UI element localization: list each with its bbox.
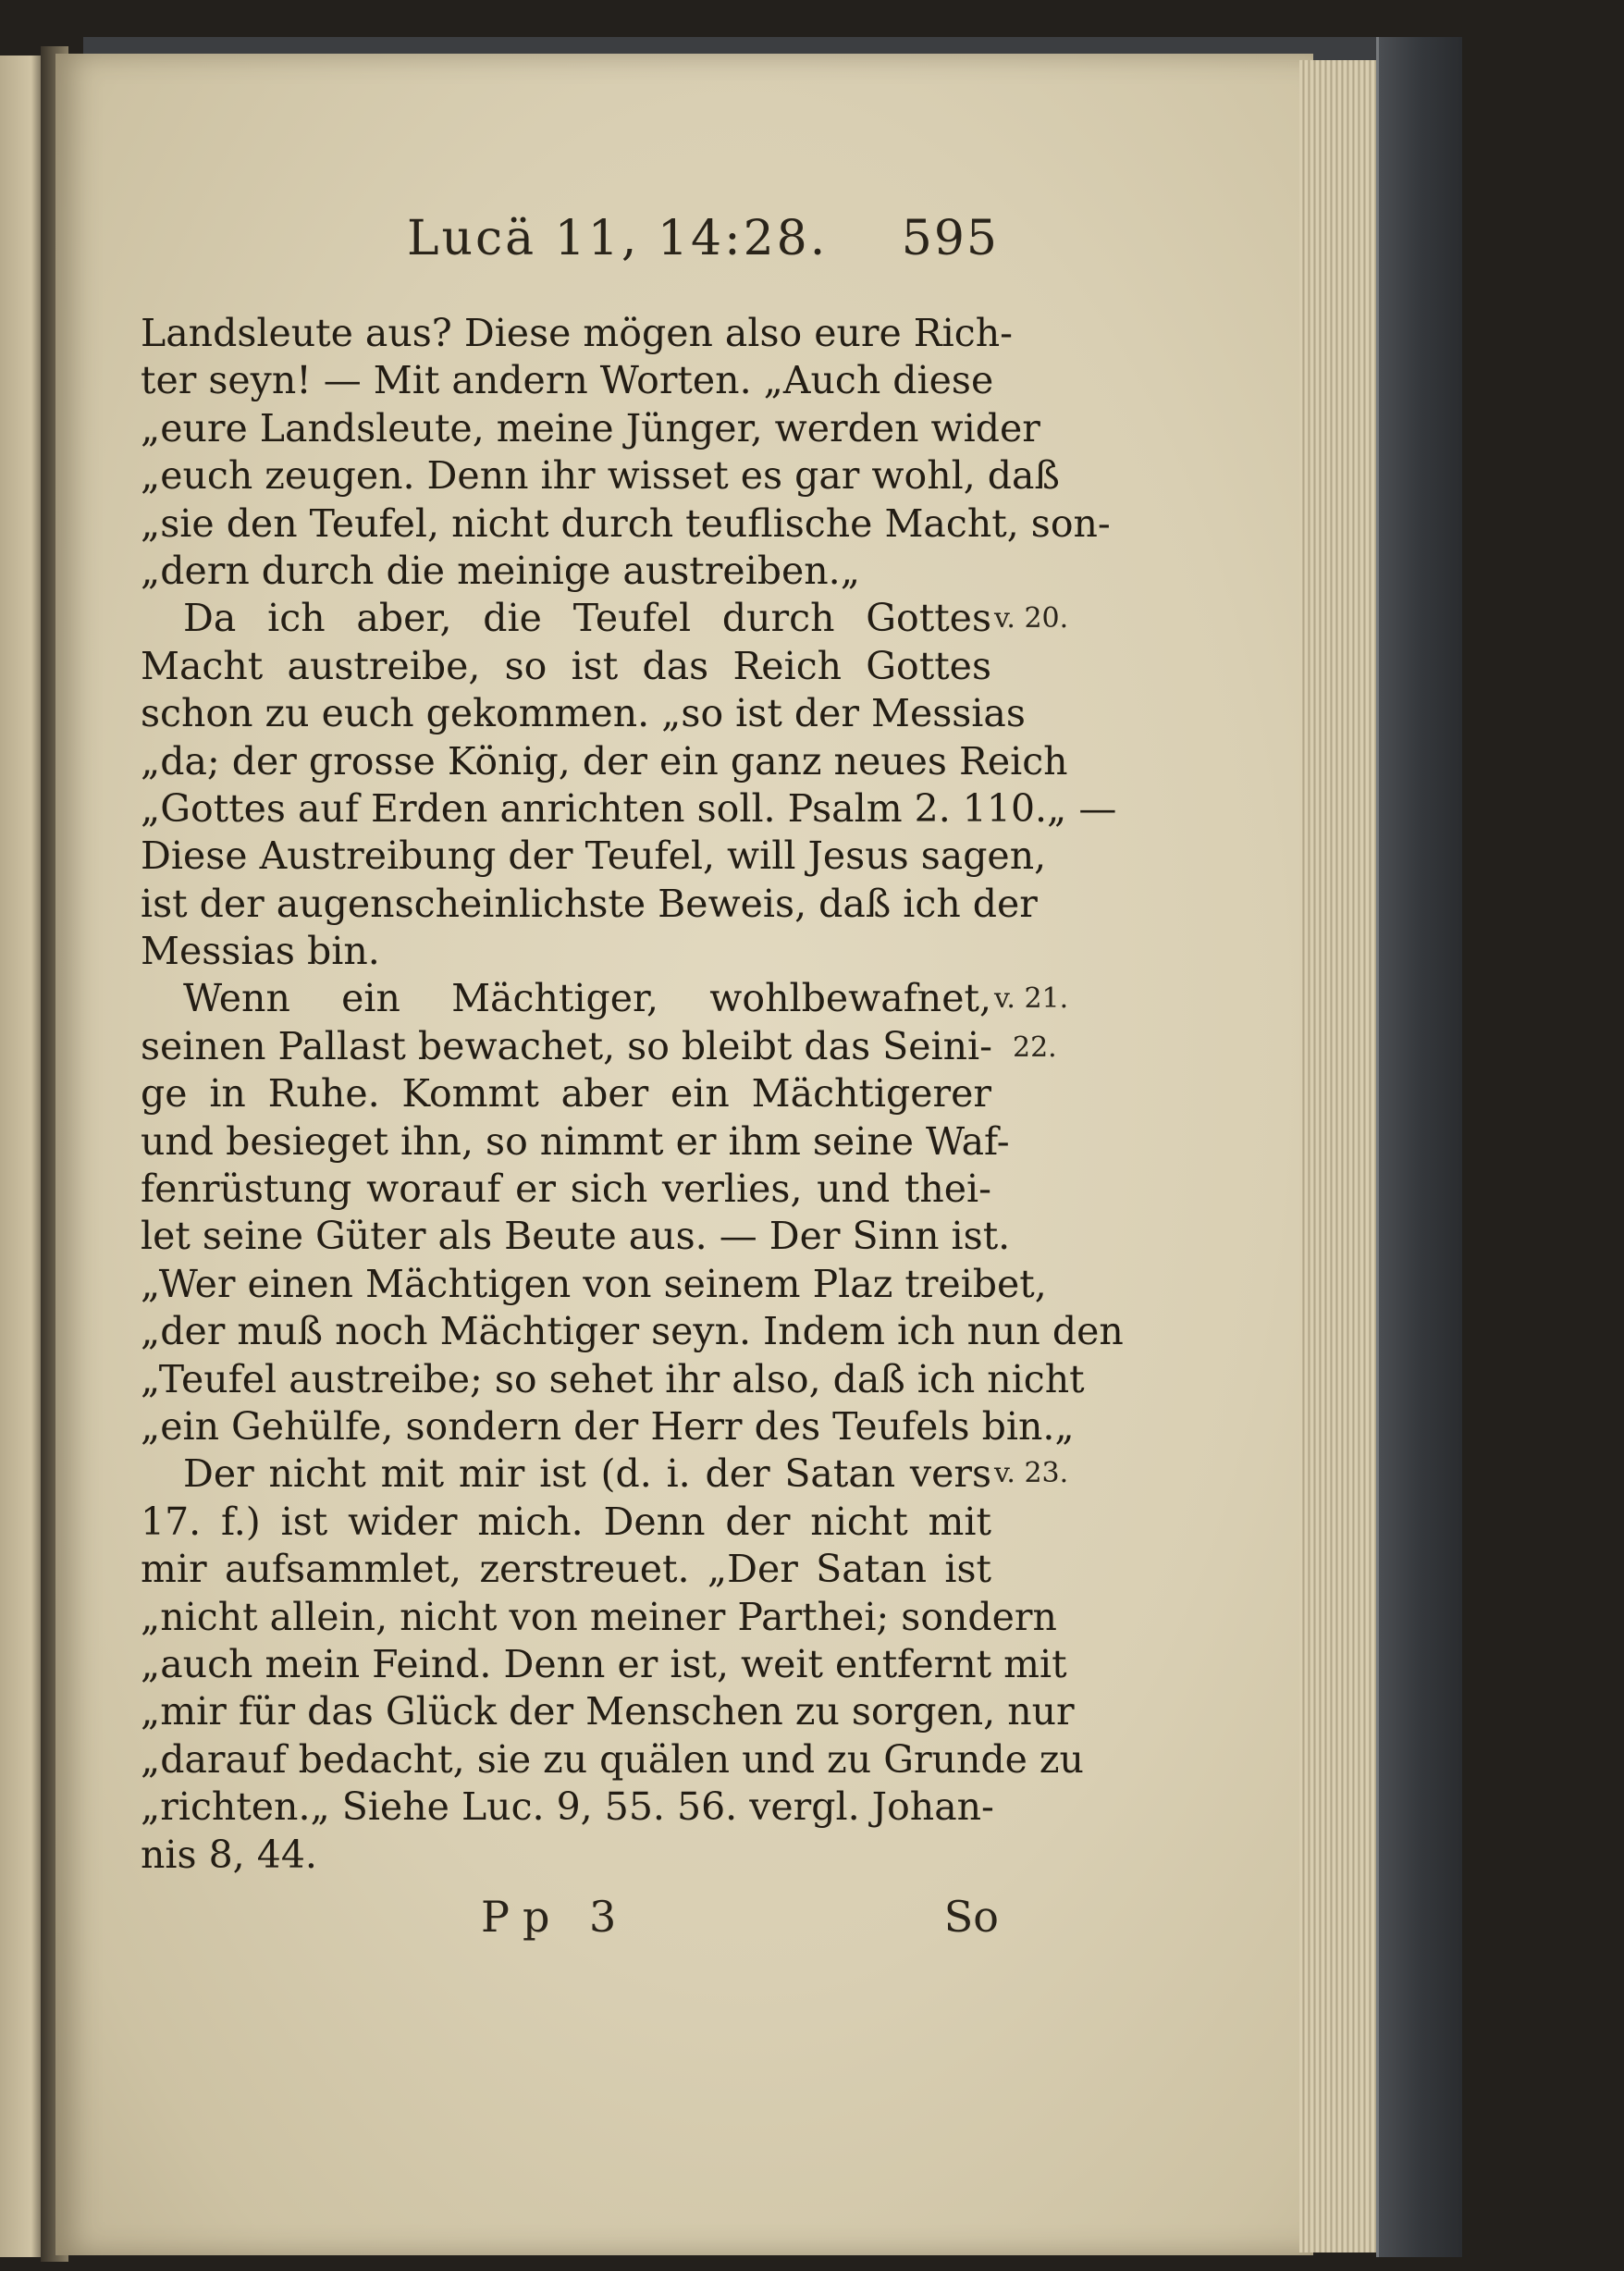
verse-note: v. 20. xyxy=(994,602,1069,635)
text-line: mir aufsammlet, zerstreuet. „Der Satan ist xyxy=(141,1547,991,1592)
running-title: Lucä 11, 14:28. xyxy=(407,211,829,266)
catchword: So xyxy=(943,1892,999,1942)
text-line: „euch zeugen. Denn ihr wisset es gar wohl, daß xyxy=(141,453,1060,499)
verse-note: v. 21. xyxy=(994,982,1069,1015)
text-line: Landsleute aus? Diese mögen also eure Rich- xyxy=(141,311,1013,355)
text-line: „Teufel austreibe; so sehet ihr also, daß ich nicht xyxy=(141,1356,1085,1401)
text-line: „ein Gehülfe, sondern der Herr des Teufels bin.„ xyxy=(141,1403,1075,1449)
text-line: „darauf bedacht, sie zu quälen und zu Grunde zu xyxy=(141,1736,1084,1782)
book-cover-spine xyxy=(1376,37,1462,2257)
text-line: ter seyn! — Mit andern Worten. „Auch diese xyxy=(141,358,994,403)
page-number: 595 xyxy=(901,211,999,266)
page-footer xyxy=(481,1892,999,1956)
text-line: Macht austreibe, so ist das Reich Gottes xyxy=(141,643,991,688)
text-line: 17. f.) ist wider mich. Denn der nicht mit xyxy=(141,1499,991,1544)
text-line: Da ich aber, die Teufel durch Gottes xyxy=(183,596,991,641)
facing-page-edge xyxy=(0,56,44,2257)
text-line: „eure Landsleute, meine Jünger, werden wider xyxy=(141,405,1040,450)
text-line: let seine Güter als Beute aus. — Der Sinn ist. xyxy=(141,1214,1011,1259)
page-header xyxy=(333,211,999,276)
text-line: Der nicht mit mir ist (d. i. der Satan vers xyxy=(183,1451,991,1497)
text-line: „nicht allein, nicht von meiner Parthei; sondern xyxy=(141,1594,1057,1639)
text-line: Wenn ein Mächtiger, wohlbewafnet, xyxy=(183,976,991,1021)
text-line: „der muß noch Mächtiger seyn. Indem ich nun den xyxy=(141,1309,1124,1354)
text-line: ge in Ruhe. Kommt aber ein Mächtigerer xyxy=(141,1071,991,1117)
text-line: „Gottes auf Erden anrichten soll. Psalm 2. 110.„ — xyxy=(141,785,1117,831)
text-line: „richten.„ Siehe Luc. 9, 55. 56. vergl. Johan- xyxy=(141,1784,994,1830)
text-line: „da; der grosse König, der ein ganz neues Reich xyxy=(141,738,1068,784)
text-line: ist der augenscheinlichste Beweis, daß ich der xyxy=(141,881,1038,926)
text-line: seinen Pallast bewachet, so bleibt das Seini- xyxy=(141,1023,992,1068)
text-line: schon zu euch gekommen. „so ist der Messias xyxy=(141,691,1026,736)
verse-note: 22. xyxy=(1013,1031,1057,1064)
verse-note: v. 23. xyxy=(994,1457,1069,1489)
text-line: Diese Austreibung der Teufel, will Jesus sagen, xyxy=(141,833,1047,879)
text-line: „Wer einen Mächtigen von seinem Plaz treibet, xyxy=(141,1261,1047,1306)
text-line: „auch mein Feind. Denn er ist, weit entfernt mit xyxy=(141,1641,1067,1686)
text-line: Messias bin. xyxy=(141,929,380,974)
text-line: und besieget ihn, so nimmt er ihm seine Waf- xyxy=(141,1118,1010,1164)
text-line: „sie den Teufel, nicht durch teuflische Macht, son- xyxy=(141,500,1111,546)
signature-mark: Pp 3 xyxy=(481,1892,630,1942)
text-line: „dern durch die meinige austreiben.„ xyxy=(141,548,860,593)
text-line: nis 8, 44. xyxy=(141,1832,317,1877)
page-edges xyxy=(1299,60,1378,2252)
text-line: fenrüstung worauf er sich verlies, und thei- xyxy=(141,1166,991,1212)
text-line: „mir für das Glück der Menschen zu sorgen, nur xyxy=(141,1689,1075,1734)
